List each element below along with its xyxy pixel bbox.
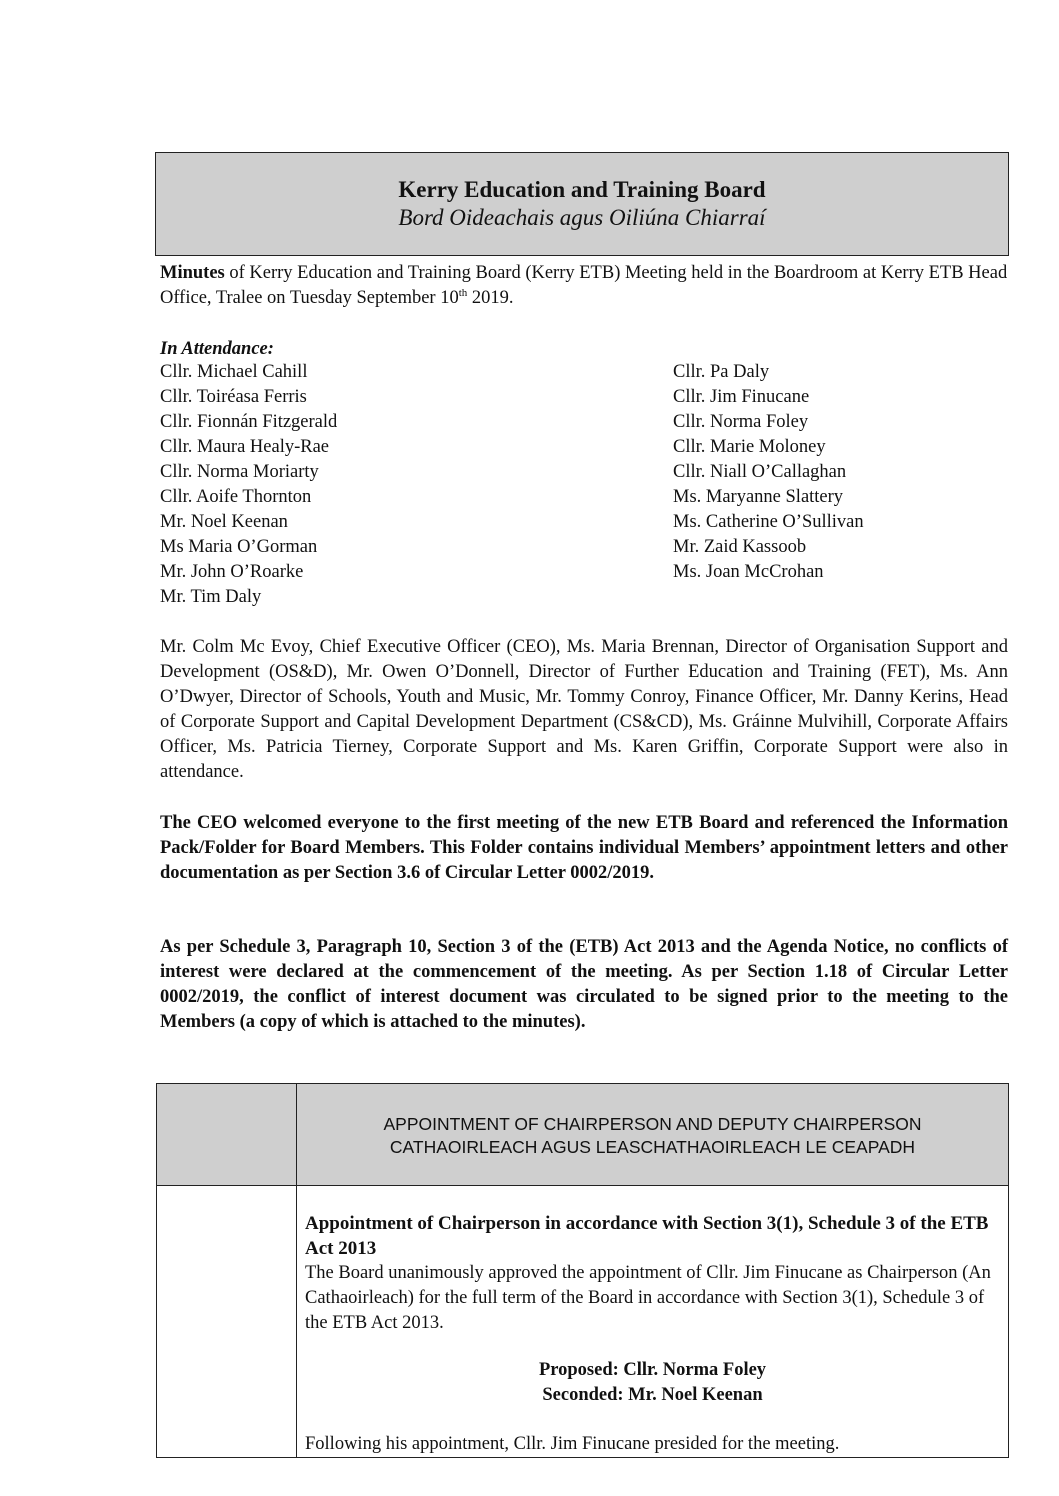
item-followup-text: Following his appointment, Cllr. Jim Finucane presided for the meeting. [305,1434,840,1454]
attendee-name: Cllr. Toiréasa Ferris [160,387,307,407]
agenda-section-title [297,1113,1008,1159]
attendee-name: Cllr. Pa Daly [673,362,770,382]
agenda-header-cell [297,1084,1009,1186]
attendee-name: Mr. Noel Keenan [160,512,288,532]
item-number-cell [157,1084,297,1186]
attendance-list-left [160,360,337,610]
attendee-name: Mr. Zaid Kassoob [673,537,807,557]
intro-lead: Minutes [160,263,225,283]
document-title-box [155,152,1009,256]
seconded-by: Seconded: Mr. Noel Keenan [542,1385,763,1405]
attendee-name: Ms. Maryanne Slattery [673,487,844,507]
attendance-list-right [673,360,864,585]
agenda-title-irish: CATHAOIRLEACH AGUS LEASCHATHAOIRLEACH LE CEAPADH [389,1137,916,1157]
attendee-name: Ms. Catherine O’Sullivan [673,512,864,532]
attendee-name: Cllr. Norma Moriarty [160,462,319,482]
staff-attendance-paragraph: Mr. Colm Mc Evoy, Chief Executive Officer (CEO), Ms. Maria Brennan, Director of Organisation Support and Development (OS&D), Mr. Owen O’Donnell, Director of Further Education and Training (FET), Ms. Ann O’Dwyer, Director of Schools, Youth and Music, Mr. Tommy Conroy, Finance Officer, Mr. Danny Kerins, Head of Corporate Support and Capital Development Department (CS&CD), Ms. Gráinne Mulvihill, Corporate Affairs Officer, Ms. Patricia Tierney, Corporate Support and Ms. Karen Griffin, Corporate Support were also in attendance. [160,637,1008,782]
title-english: Kerry Education and Training Board [398,177,766,202]
item-resolution-text: The Board unanimously approved the appointment of Cllr. Jim Finucane as Chairperson (An Cathaoirleach) for the full term of the Board in accordance with Section 3(1), Schedule 3 of the ETB Act 2013. [305,1263,991,1333]
attendee-name: Mr. John O’Roarke [160,562,304,582]
agenda-header-row [157,1084,1009,1186]
attendee-name: Cllr. Jim Finucane [673,387,810,407]
attendee-name: Ms Maria O’Gorman [160,537,318,557]
attendance-heading: In Attendance: [160,339,274,359]
attendee-name: Cllr. Fionnán Fitzgerald [160,412,338,432]
item-number-cell [157,1186,297,1458]
intro-text: of Kerry Education and Training Board (Kerry ETB) Meeting held in the Boardroom at Kerry ETB Head Office, Tralee on Tuesday September 10 [160,263,1008,308]
item-heading: Appointment of Chairperson in accordance with Section 3(1), Schedule 3 of the ETB Act 2013 [305,1213,989,1259]
attendee-name: Cllr. Maura Healy-Rae [160,437,330,457]
intro-tail: 2019. [467,288,514,308]
attendee-name: Cllr. Niall O’Callaghan [673,462,847,482]
agenda-item-cell [297,1186,1009,1458]
title-irish: Bord Oideachais agus Oiliúna Chiarraí [398,205,766,230]
attendee-name: Cllr. Aoife Thornton [160,487,312,507]
ceo-welcome-paragraph: The CEO welcomed everyone to the first meeting of the new ETB Board and referenced the Information Pack/Folder for Board Members. This Folder contains individual Members’ appointment letters and other documentation as per Section 3.6 of Circular Letter 0002/2019. [160,813,1008,883]
intro-paragraph [160,261,1008,311]
agenda-table [156,1083,1009,1458]
attendee-name: Cllr. Norma Foley [673,412,809,432]
conflict-of-interest-paragraph: As per Schedule 3, Paragraph 10, Section 3 of the (ETB) Act 2013 and the Agenda Notice, no conflicts of interest were declared at the commencement of the meeting. As per Section 1.18 of Circular Letter 0002/2019, the conflict of interest document was circulated to be signed prior to the meeting to the Members (a copy of which is attached to the minutes). [160,937,1008,1032]
proposed-by: Proposed: Cllr. Norma Foley [538,1360,767,1380]
proposal-block [305,1358,1000,1408]
attendee-name: Mr. Tim Daly [160,587,262,607]
attendee-name: Cllr. Marie Moloney [673,437,826,457]
agenda-title-english: APPOINTMENT OF CHAIRPERSON AND DEPUTY CHAIRPERSON [383,1114,922,1134]
attendee-name: Cllr. Michael Cahill [160,362,308,382]
attendee-name: Ms. Joan McCrohan [673,562,824,582]
intro-superscript: th [458,286,468,299]
agenda-item-row [157,1186,1009,1458]
